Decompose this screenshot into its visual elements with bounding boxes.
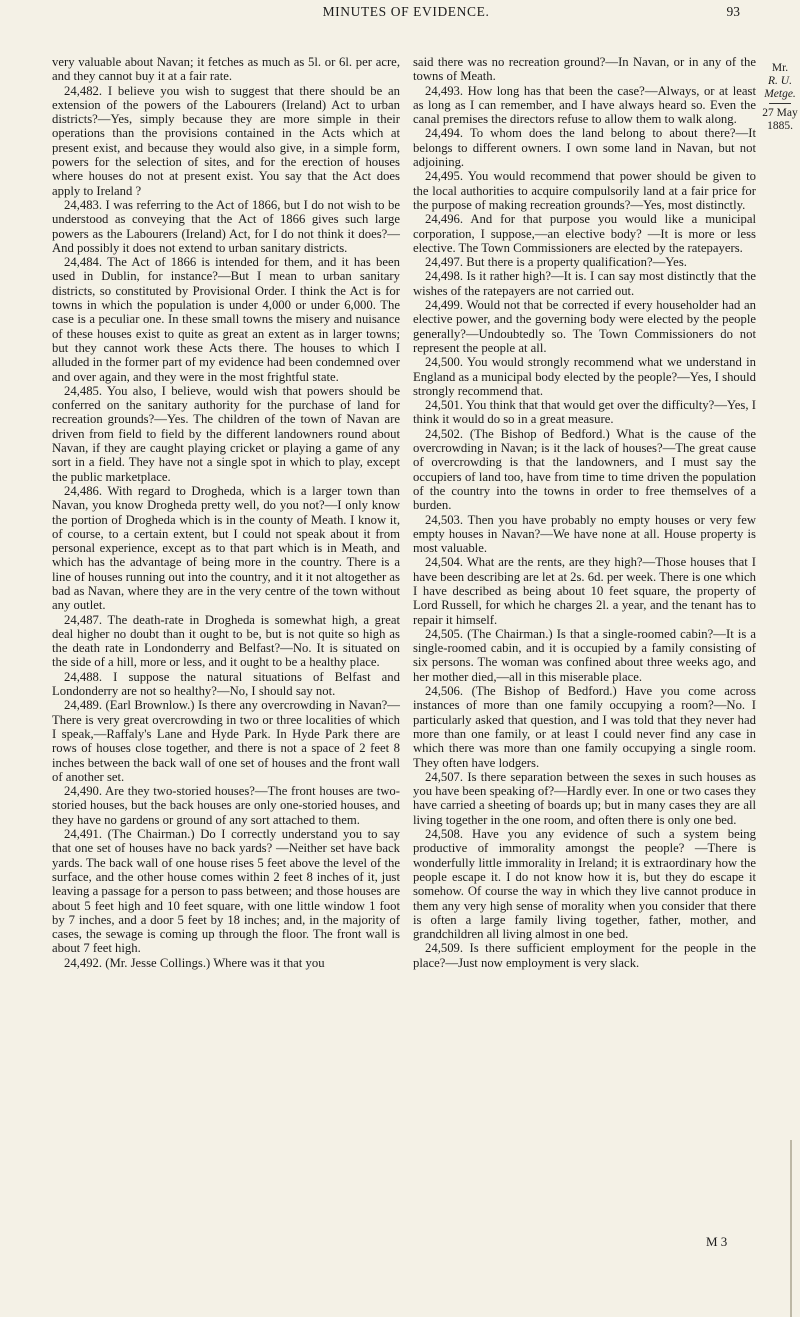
paragraph: 24,484. The Act of 1866 is intended for them, and it has been used in Dublin, for instance?—But I mean to urban sanitary districts, so constituted by Provisional Order. I think the Act is for towns in which the population is under 4,000 or under 6,000. The case is a peculiar one. In these small towns the misery and nuisance of these houses exist to quite as great an extent as in larger towns; but they cannot work these Acts there. The houses to which I alluded in the former part of my evidence had been condemned over and over again, and they were in the most frightful state. xyxy=(52,255,400,384)
running-head: MINUTES OF EVIDENCE. xyxy=(322,4,490,19)
paragraph: 24,482. I believe you wish to suggest that there should be an extension of the powers of the Labourers (Ireland) Act to urban districts?—Yes, simply because they are more simple in their operations than the provisions contained in the Acts which at present exist, and because they would also give, in a simple form, powers for the selection of sites, and for the erection of houses where houses do not at present exist. You say that the Act does apply to Ireland ? xyxy=(52,83,400,198)
margin-note xyxy=(762,62,798,133)
paragraph: very valuable about Navan; it fetches as much as 5l. or 6l. per acre, and they cannot buy it at a fair rate. xyxy=(52,55,400,84)
left-column xyxy=(52,55,400,970)
margin-date: 27 May 1885. xyxy=(762,107,798,132)
paragraph: 24,491. (The Chairman.) Do I correctly understand you to say that one set of houses have no back yards? —Neither set have back yards. The back wall of one house rises 5 feet above the level of the surface, and the other house comes within 2 feet 8 inches of it, just leaving a passage for a person to pass between; and those houses are about 5 feet high and 10 feet square, with one little window 1 foot by 7 inches, and a door 5 feet by 18 inches; and, in the majority of cases, the sewage is coming up through the floor. The front wall is about 7 feet high. xyxy=(52,827,400,956)
paragraph: 24,502. (The Bishop of Bedford.) What is the cause of the overcrowding in Navan; is it the lack of houses?—The great cause of overcrowding is that the landowners, and I must say the occupiers of land too, have from time to time driven the population of the country into the towns in order to free themselves of a burden. xyxy=(413,426,756,513)
paragraph: 24,509. Is there sufficient employment for the people in the place?—Just now employment is very slack. xyxy=(413,941,756,970)
paragraph: 24,495. You would recommend that power should be given to the local authorities to acquire compulsorily land at a fair price for the purpose of making recreation grounds?—Yes, most distinctly. xyxy=(413,169,756,212)
page-number: 93 xyxy=(726,4,740,19)
paragraph: 24,498. Is it rather high?—It is. I can say most distinctly that the wishes of the ratepayers are not carried out. xyxy=(413,269,756,298)
right-column xyxy=(413,55,756,970)
paragraph: 24,489. (Earl Brownlow.) Is there any overcrowding in Navan?—There is very great overcrowding in two or three localities of which I speak,—Raffaly's Lane and Hyde Park. In Hyde Park there are rows of houses close together, and there is not a space of 2 feet 8 inches between the back wall of one set of houses and the front wall of another set. xyxy=(52,698,400,784)
margin-witness: Mr. xyxy=(771,62,789,74)
paragraph: 24,488. I suppose the natural situations of Belfast and Londonderry are not so healthy?—No, I should say not. xyxy=(52,669,400,699)
paragraph: 24,490. Are they two-storied houses?—The front houses are two-storied houses, but the back houses are only one-storied houses, and they have no gardens or ground of any sort attached to them. xyxy=(52,784,400,827)
paragraph: 24,506. (The Bishop of Bedford.) Have you come across instances of more than one family occupying a room?—No. I particularly asked that question, and I was told that they never had more than one family, or at least I could never find any case in which there was more than one family occupying a single room. They often have lodgers. xyxy=(413,684,756,770)
paragraph: 24,493. How long has that been the case?—Always, or at least as long as I can remember, and I have always heard so. Even the canal premises the directors refuse to allow them to walk along. xyxy=(413,83,756,127)
paragraph: 24,499. Would not that be corrected if every householder had an elective power, and the governing body were elected by the people generally?—Undoubtedly so. The Town Commissioners do not represent the people at all. xyxy=(413,298,756,355)
paragraph: 24,503. Then you have probably no empty houses or very few empty houses in Navan?—We have none at all. House property is most valuable. xyxy=(413,512,756,556)
paragraph: 24,483. I was referring to the Act of 1866, but I do not wish to be understood as conveying that the Act of 1866 gives such large powers as the Labourers (Ireland) Act, for I do not think it does?—And possibly it does not extend to urban sanitary districts. xyxy=(52,197,400,255)
paragraph: 24,494. To whom does the land belong to about there?—It belongs to different owners. I own some land in Navan, but not adjoining. xyxy=(413,126,756,170)
paragraph: 24,500. You would strongly recommend what we understand in England as a municipal body elected by the people?—Yes, I should strongly recommend that. xyxy=(413,355,756,398)
paragraph: 24,492. (Mr. Jesse Collings.) Where was it that you xyxy=(64,955,325,970)
paragraph: 24,486. With regard to Drogheda, which is a larger town than Navan, you know Drogheda pretty well, do you not?—I only know the portion of Drogheda which is in the county of Meath. I know it, of course, to a certain extent, but I could not speak about it from personal experience, except as to that part which is in Meath, and which has the advantage of being more in the country. There is a line of houses running out into the country, and it it not altogether as bad as Navan, where they are in the very centre of the town without any outlet. xyxy=(52,483,400,613)
page-header xyxy=(52,4,760,24)
paragraph: 24,507. Is there separation between the sexes in such houses as you have been speaking of?—Hardly ever. In one or two cases they have carried a sheeting of boards up; but in many cases they are all living together in the one room, and often there is only one bed. xyxy=(413,769,756,827)
signature-mark: M 3 xyxy=(706,1234,728,1249)
paragraph: 24,505. (The Chairman.) Is that a single-roomed cabin?—It is a single-roomed cabin, and it is occupied by a family consisting of six persons. The woman was confined about three weeks ago, and her mother died,—all in this miserable place. xyxy=(413,626,756,684)
paragraph: said there was no recreation ground?—In Navan, or in any of the towns of Meath. xyxy=(413,55,756,84)
paragraph: 24,501. You think that that would get over the difficulty?—Yes, I think it would do so in a great measure. xyxy=(413,398,756,427)
paragraph: 24,487. The death-rate in Drogheda is somewhat high, a great deal higher no doubt than it ought to be, but is not quite so high as the death rate in Londonderry and Belfast?—No. It is situated on the side of a hill, more or less, and it ought to be a healthy place. xyxy=(52,612,400,670)
paragraph: 24,497. But there is a property qualification?—Yes. xyxy=(425,255,687,270)
paragraph: 24,496. And for that purpose you would like a municipal corporation, I suppose,—an elective body? —It is more or less elective. The Town Commissioners are elected by the ratepayers. xyxy=(413,212,756,255)
paragraph: 24,485. You also, I believe, would wish that powers should be conferred on the sanitary authority for the purchase of land for recreation grounds?—Yes. The children of the town of Navan are driven from field to field by the different landowners round about Navan, if they are caught playing cricket or playing a game of any sort in a field. They have not a single spot in which to play, except the public marketplace. xyxy=(52,383,400,484)
margin-witness-name: R. U. Metge. xyxy=(764,75,796,100)
paragraph: 24,508. Have you any evidence of such a system being productive of immorality amongst the people? —There is wonderfully little immorality in Ireland; it is extraordinary how the people escape it. I do not know how it is, but they do escape it somehow. Of course the way in which they live cannot produce in them any very high sense of morality when you consider that there is often a large family living together, father, mother, and grandchildren all living almost in one bed. xyxy=(413,827,756,942)
scan-edge-line xyxy=(790,1140,792,1317)
margin-rule xyxy=(769,103,791,104)
paragraph: 24,504. What are the rents, are they high?—Those houses that I have been describing are let at 2s. 6d. per week. There is one which I have described as being about 10 feet square, the property of Lord Russell, for which he charges 2l. a year, and the tenant has to repair it himself. xyxy=(413,555,756,627)
